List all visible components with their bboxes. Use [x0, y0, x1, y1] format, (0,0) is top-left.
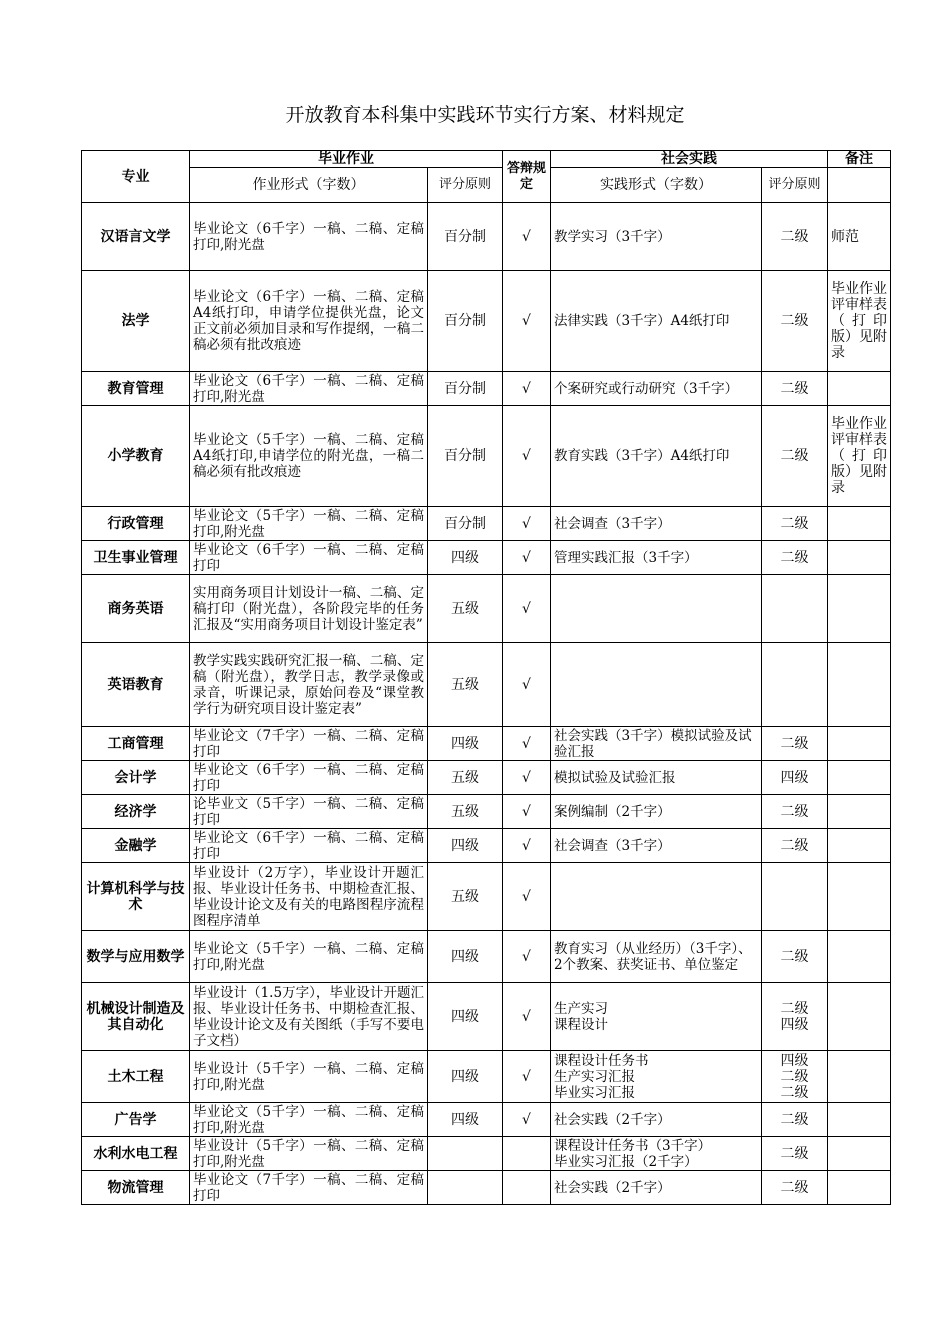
work-grading [428, 1137, 503, 1171]
remark [828, 1171, 891, 1205]
defense-mark: √ [503, 406, 551, 507]
table-row [82, 541, 891, 575]
table-row [82, 761, 891, 795]
work-form: 毕业设计（2万字），毕业设计开题汇报、毕业设计任务书、中期检查汇报、毕业设计论文及有关的电路图程序流程图程序清单 [190, 863, 428, 931]
major-name: 金融学 [82, 829, 190, 863]
practice-form: 社会调查（3千字） [551, 507, 762, 541]
practice-requirements-table [81, 150, 891, 1205]
header-defense: 答辩规定 [503, 151, 551, 203]
defense-mark: √ [503, 983, 551, 1051]
practice-grading: 二级 [762, 541, 828, 575]
major-name: 广告学 [82, 1103, 190, 1137]
header-social-practice: 社会实践 [551, 151, 828, 168]
major-name: 机械设计制造及其自动化 [82, 983, 190, 1051]
defense-mark: √ [503, 1103, 551, 1137]
table-row [82, 983, 891, 1051]
major-name: 卫生事业管理 [82, 541, 190, 575]
remark [828, 1137, 891, 1171]
major-name: 经济学 [82, 795, 190, 829]
defense-mark: √ [503, 507, 551, 541]
defense-mark [503, 1171, 551, 1205]
defense-mark [503, 1137, 551, 1171]
practice-grading: 四级 二级 二级 [762, 1051, 828, 1103]
work-form: 毕业论文（6千字）一稿、二稿、定稿打印 [190, 761, 428, 795]
table-row [82, 372, 891, 406]
work-form: 论毕业文（5千字）一稿、二稿、定稿打印 [190, 795, 428, 829]
defense-mark: √ [503, 829, 551, 863]
remark [828, 829, 891, 863]
remark [828, 1103, 891, 1137]
table-row [82, 203, 891, 271]
header-practice-grading: 评分原则 [762, 168, 828, 203]
defense-mark: √ [503, 372, 551, 406]
practice-grading: 二级 [762, 829, 828, 863]
defense-mark: √ [503, 931, 551, 983]
defense-mark: √ [503, 863, 551, 931]
practice-grading: 二级 [762, 507, 828, 541]
remark [828, 1051, 891, 1103]
header-remarks-blank [828, 168, 891, 203]
table-row [82, 1137, 891, 1171]
major-name: 土木工程 [82, 1051, 190, 1103]
work-grading: 五级 [428, 761, 503, 795]
work-grading: 百分制 [428, 271, 503, 372]
header-practice-form: 实践形式（字数） [551, 168, 762, 203]
work-grading: 五级 [428, 575, 503, 643]
work-grading [428, 1171, 503, 1205]
work-grading: 四级 [428, 1051, 503, 1103]
table-row [82, 863, 891, 931]
work-grading: 百分制 [428, 406, 503, 507]
remark [828, 575, 891, 643]
work-form: 毕业论文（6千字）一稿、二稿、定稿打印,附光盘 [190, 372, 428, 406]
work-grading: 四级 [428, 931, 503, 983]
remark: 毕业作业评审样表（打印版）见附录 [828, 406, 891, 507]
practice-grading [762, 575, 828, 643]
defense-mark: √ [503, 203, 551, 271]
practice-form: 教育实践（3千字）A4纸打印 [551, 406, 762, 507]
major-name: 计算机科学与技术 [82, 863, 190, 931]
major-name: 水利水电工程 [82, 1137, 190, 1171]
practice-grading [762, 643, 828, 727]
practice-form [551, 643, 762, 727]
work-grading: 百分制 [428, 203, 503, 271]
practice-grading: 二级 [762, 1171, 828, 1205]
practice-grading: 二级 [762, 727, 828, 761]
defense-mark: √ [503, 1051, 551, 1103]
page-title: 开放教育本科集中实践环节实行方案、材料规定 [285, 104, 685, 126]
practice-grading: 二级 四级 [762, 983, 828, 1051]
table-row [82, 507, 891, 541]
remark: 师范 [828, 203, 891, 271]
practice-form: 教育实习（从业经历）（3千字）、2个教案、获奖证书、单位鉴定 [551, 931, 762, 983]
practice-form: 社会实践（2千字） [551, 1171, 762, 1205]
table-row [82, 1171, 891, 1205]
table-row [82, 727, 891, 761]
table-row [82, 931, 891, 983]
major-name: 法学 [82, 271, 190, 372]
remark [828, 983, 891, 1051]
work-form: 毕业论文（7千字）一稿、二稿、定稿打印 [190, 1171, 428, 1205]
major-name: 物流管理 [82, 1171, 190, 1205]
practice-grading: 二级 [762, 271, 828, 372]
work-form: 毕业论文（6千字）一稿、二稿、定稿打印,附光盘 [190, 203, 428, 271]
remark [828, 727, 891, 761]
practice-grading: 二级 [762, 406, 828, 507]
practice-form: 生产实习 课程设计 [551, 983, 762, 1051]
remark [828, 931, 891, 983]
practice-form: 个案研究或行动研究（3千字） [551, 372, 762, 406]
work-form: 毕业论文（5千字）一稿、二稿、定稿打印,附光盘 [190, 1103, 428, 1137]
practice-form: 模拟试验及试验汇报 [551, 761, 762, 795]
table-row [82, 795, 891, 829]
work-form: 毕业论文（5千字）一稿、二稿、定稿打印,附光盘 [190, 507, 428, 541]
defense-mark: √ [503, 643, 551, 727]
practice-form: 教学实习（3千字） [551, 203, 762, 271]
defense-mark: √ [503, 541, 551, 575]
work-grading: 四级 [428, 829, 503, 863]
major-name: 行政管理 [82, 507, 190, 541]
practice-grading: 二级 [762, 203, 828, 271]
major-name: 商务英语 [82, 575, 190, 643]
remark [828, 863, 891, 931]
work-form: 教学实践实践研究汇报一稿、二稿、定稿（附光盘），教学日志，教学录像或录音，听课记录，原始问卷及“课堂教学行为研究项目设计鉴定表” [190, 643, 428, 727]
remark [828, 541, 891, 575]
practice-form: 案例编制（2千字） [551, 795, 762, 829]
work-form: 毕业设计（5千字）一稿、二稿、定稿打印,附光盘 [190, 1137, 428, 1171]
work-form: 毕业论文（6千字）一稿、二稿、定稿A4纸打印，申请学位提供光盘，论文正文前必须加目录和写作提纲，一稿二稿必须有批改痕迹 [190, 271, 428, 372]
work-grading: 五级 [428, 795, 503, 829]
practice-form: 课程设计任务书 生产实习汇报 毕业实习汇报 [551, 1051, 762, 1103]
remark [828, 761, 891, 795]
defense-mark: √ [503, 271, 551, 372]
practice-grading [762, 863, 828, 931]
practice-grading: 四级 [762, 761, 828, 795]
major-name: 英语教育 [82, 643, 190, 727]
table-row [82, 406, 891, 507]
header-work-grading: 评分原则 [428, 168, 503, 203]
practice-grading: 二级 [762, 1103, 828, 1137]
work-grading: 四级 [428, 983, 503, 1051]
defense-mark: √ [503, 795, 551, 829]
header-remarks: 备注 [828, 151, 891, 168]
header-major: 专业 [82, 151, 190, 203]
table-row [82, 829, 891, 863]
header-work-form: 作业形式（字数） [190, 168, 428, 203]
remark [828, 372, 891, 406]
practice-form: 管理实践汇报（3千字） [551, 541, 762, 575]
table-row [82, 1051, 891, 1103]
work-form: 毕业论文（7千字）一稿、二稿、定稿打印 [190, 727, 428, 761]
major-name: 汉语言文学 [82, 203, 190, 271]
practice-grading: 二级 [762, 372, 828, 406]
major-name: 工商管理 [82, 727, 190, 761]
work-form: 毕业论文（6千字）一稿、二稿、定稿打印 [190, 829, 428, 863]
practice-form: 法律实践（3千字）A4纸打印 [551, 271, 762, 372]
major-name: 数学与应用数学 [82, 931, 190, 983]
work-grading: 百分制 [428, 372, 503, 406]
header-graduation-work: 毕业作业 [190, 151, 503, 168]
practice-form: 社会实践（3千字）模拟试验及试验汇报 [551, 727, 762, 761]
table-row [82, 271, 891, 372]
practice-form: 课程设计任务书（3千字） 毕业实习汇报（2千字） [551, 1137, 762, 1171]
remark [828, 507, 891, 541]
remark [828, 643, 891, 727]
remark: 毕业作业评审样表（打印版）见附录 [828, 271, 891, 372]
practice-form: 社会实践（2千字） [551, 1103, 762, 1137]
practice-form [551, 575, 762, 643]
work-grading: 五级 [428, 643, 503, 727]
table-row [82, 575, 891, 643]
major-name: 会计学 [82, 761, 190, 795]
practice-form: 社会调查（3千字） [551, 829, 762, 863]
practice-grading: 二级 [762, 931, 828, 983]
table-row [82, 1103, 891, 1137]
work-form: 毕业设计（5千字）一稿、二稿、定稿打印,附光盘 [190, 1051, 428, 1103]
work-grading: 四级 [428, 1103, 503, 1137]
practice-grading: 二级 [762, 795, 828, 829]
remark [828, 795, 891, 829]
work-form: 毕业论文（5千字）一稿、二稿、定稿A4纸打印,申请学位的附光盘，一稿二稿必须有批改痕迹 [190, 406, 428, 507]
table-row [82, 643, 891, 727]
work-grading: 四级 [428, 727, 503, 761]
defense-mark: √ [503, 575, 551, 643]
table-body [82, 203, 891, 1205]
major-name: 教育管理 [82, 372, 190, 406]
defense-mark: √ [503, 761, 551, 795]
work-grading: 五级 [428, 863, 503, 931]
work-grading: 四级 [428, 541, 503, 575]
work-form: 毕业论文（5千字）一稿、二稿、定稿打印,附光盘 [190, 931, 428, 983]
major-name: 小学教育 [82, 406, 190, 507]
defense-mark: √ [503, 727, 551, 761]
practice-grading: 二级 [762, 1137, 828, 1171]
work-form: 实用商务项目计划设计一稿、二稿、定稿打印（附光盘），各阶段完毕的任务汇报及“实用商务项目计划设计鉴定表” [190, 575, 428, 643]
work-form: 毕业设计（1.5万字），毕业设计开题汇报、毕业设计任务书、中期检查汇报、毕业设计论文及有关图纸（手写不要电子文档） [190, 983, 428, 1051]
work-grading: 百分制 [428, 507, 503, 541]
practice-form [551, 863, 762, 931]
work-form: 毕业论文（6千字）一稿、二稿、定稿打印 [190, 541, 428, 575]
